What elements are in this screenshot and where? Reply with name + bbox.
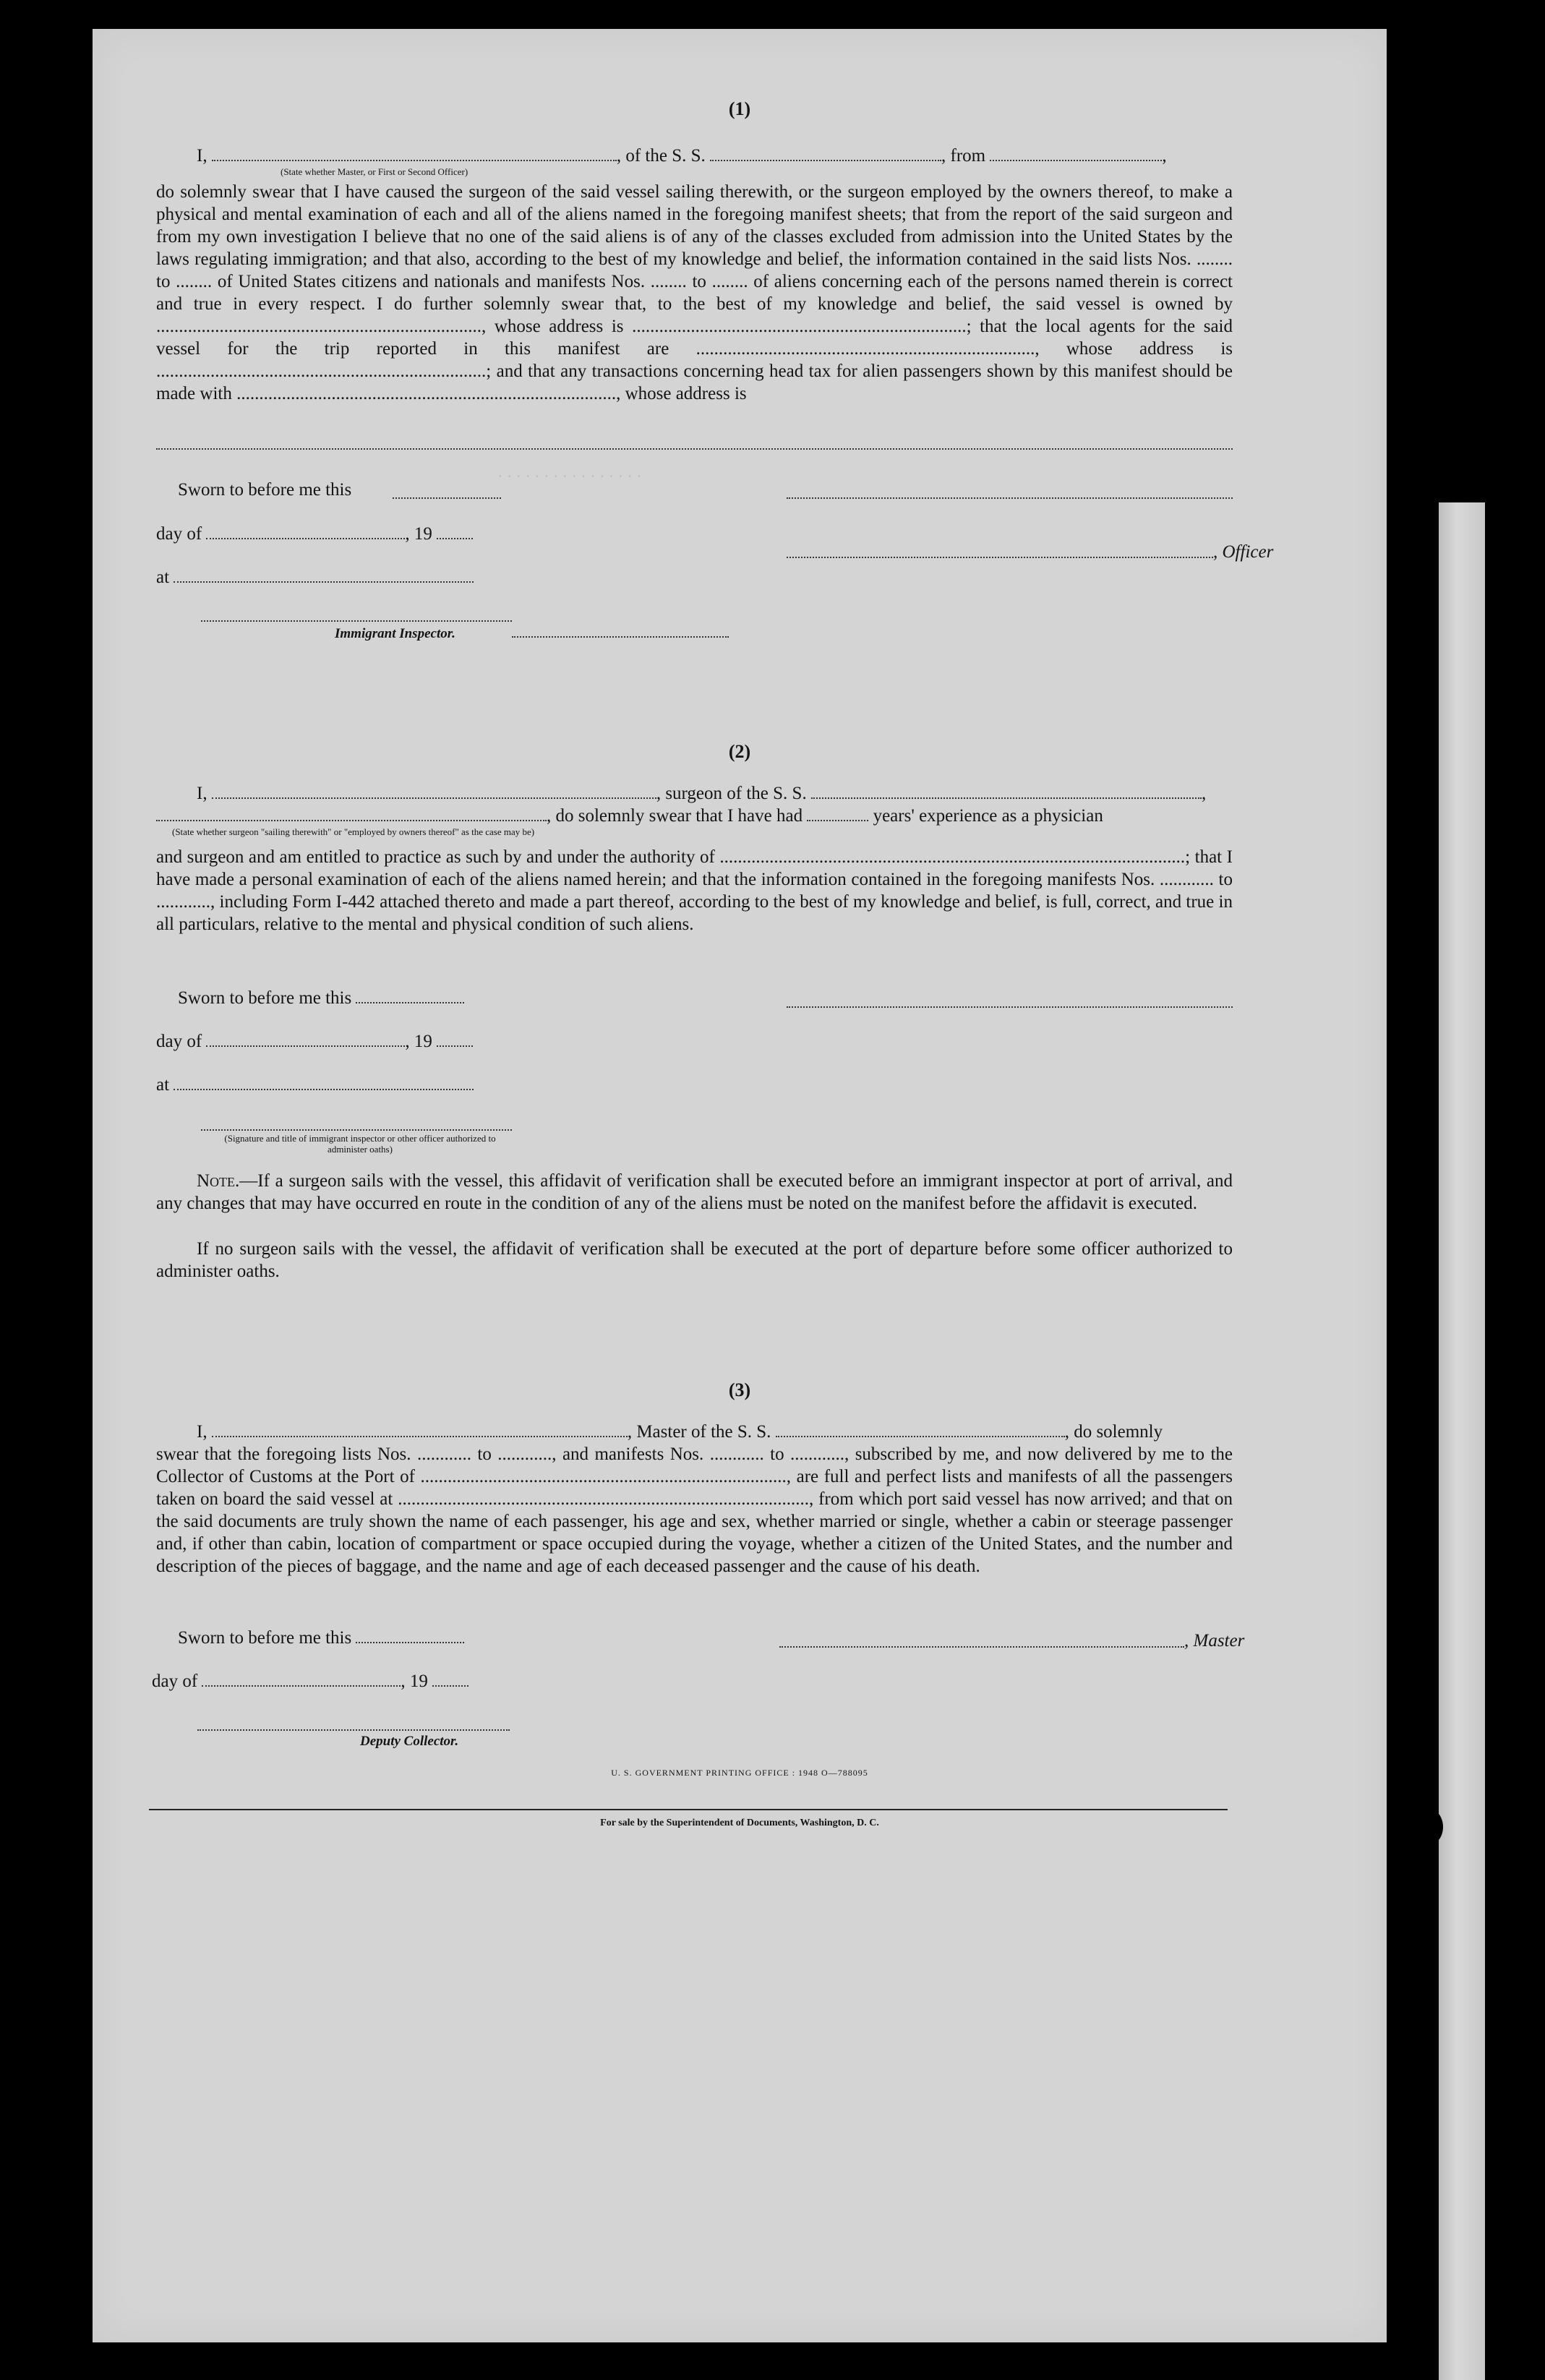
section-2-at: at [156,1074,1233,1096]
master-label: , Master [1184,1631,1245,1651]
section-3-number: (3) [728,1379,751,1400]
punch-hole [1410,228,1443,267]
section-2-paragraph: and surgeon and am entitled to practice as such by and under the authority of .......................................................................................................; that I have made a personal examination of each of the aliens named herein; and that the information contained in the foregoing manifests Nos. ............ to ............, including Form I-442 attached thereto and made a part thereof, according to the best of my knowledge and belief, is full, correct, and true in all particulars, relative to the mental and physical condition of such aliens. [156,847,1233,934]
section-2-number: (2) [728,741,751,762]
officer-signature-line [787,497,1233,499]
section-2-caption: (State whether surgeon "sailing therewith" or "employed by owners thereof" as the case may be) [172,826,535,837]
footer-rule [149,1809,1228,1810]
section-1-sworn: Sworn to before me this [178,480,352,500]
officer-label: , Officer [1213,542,1274,562]
punch-hole [1396,1024,1429,1063]
section-1-paragraph: do solemnly swear that I have caused the surgeon of the said vessel sailing therewith, or the surgeon employed by the owners thereof, to make a physical and mental examination of each and all of the aliens named in the foregoing manifest sheets; that from the report of the said surgeon and from my own investigation I believe that no one of the said aliens is of any of the classes excluded from admission into the United States by the laws regulating immigration; and that also, according to the best of my knowledge and belief, the information contained in the said lists Nos. ........ to ........ of United States citizens and nationals and manifests Nos. ........ to ........ of aliens concerning each of the persons named therein is correct and true in every respect. I do further solemnly swear that, to the best of my knowledge and belief, the said vessel is owned by ........................................................................, whose address is ..........................................................................; that the local agents for the said vessel for the trip reported in this manifest are ..........................................................................., whose address is .........................................................................; and that any transactions concerning head tax for alien passengers shown by this manifest should be made with ...................................................................................., whose address is [156,182,1233,403]
section-2-note-1: Note.—If a surgeon sails with the vessel, this affidavit of verification shall be executed before an immigrant inspector at port of arrival, and any changes that may have occurred en route in the condition of any of the aliens must be noted on the manifest before the affidavit is executed. [156,1171,1233,1213]
sworn-date-line [393,497,501,499]
edge-strip [1439,502,1485,2380]
punch-hole [1396,72,1432,129]
inspector-signature-line [201,620,512,622]
section-2-day-of: day of , 19 [156,1030,1233,1053]
surgeon-signature-line [787,1006,1233,1008]
punch-hole [1396,544,1432,600]
section-2-sworn: Sworn to before me this [156,987,1233,1009]
section-3-sworn: Sworn to before me this [156,1627,1233,1649]
printing-office-line: U. S. GOVERNMENT PRINTING OFFICE : 1948 O—788095 [611,1768,868,1778]
collector-signature-line [197,1729,510,1731]
punch-hole [1396,1460,1432,1517]
officer-line [787,557,1213,558]
section-1-number: (1) [728,98,751,119]
faint-bleed-text: · · · · · · · · · · · · · · · · [497,467,642,485]
punch-hole [1396,1938,1432,1994]
address-line [156,448,1233,450]
section-2-first-line: I, , surgeon of the S. S. , [197,784,1207,803]
section-3-first-line: I, , Master of the S. S. , do solemnly [197,1422,1163,1442]
punch-hole [1396,671,1432,727]
section-3-day-of: day of , 19 [152,1670,1228,1692]
section-1-day-of: day of , 19 [156,523,1233,545]
collector-label: Deputy Collector. [360,1734,459,1749]
punch-hole [1396,1343,1432,1400]
section-3-paragraph: swear that the foregoing lists Nos. ............ to ............, and manifests Nos. ............ to ............, subscribed by me, and now delivered by me to the Collector of Customs at the Port of ................................................................................., are full and perfect lists and manifests of all the passengers taken on board the said vessel at ..........................................................................................., from which port said vessel has now arrived; and that on the said documents are truly shown the name of each passenger, his age and sex, whether married or single, whether a cabin or steerage passenger and, if other than cabin, location of compartment or space occupied during the voyage, whether a citizen of the United States, and the number and description of the pieces of baggage, and the name and age of each deceased passenger and the cause of his death. [156,1444,1233,1576]
section-1-first-line: I, , of the S. S. , from , [197,146,1167,166]
section-2-note-2: If no surgeon sails with the vessel, the affidavit of verification shall be executed at the port of departure before some officer authorized to administer oaths. [156,1239,1233,1281]
sale-notice: For sale by the Superintendent of Documents, Washington, D. C. [600,1818,879,1828]
inspector-label: Immigrant Inspector. [335,626,455,641]
master-signature-line [779,1646,1184,1648]
document-page [93,29,1387,2342]
inspector-signature-line-2 [201,1129,512,1131]
section-2-signature-caption: (Signature and title of immigrant inspector or other officer authorized to administer oaths) [224,1133,496,1155]
faint-dotted-line [512,636,729,638]
section-1-at: at [156,566,1233,588]
section-2-second-line: , do solemnly swear that I have had years' experience as a physician [156,805,1233,827]
section-1-caption: (State whether Master, or First or Second Officer) [281,166,468,177]
punch-hole [1396,1833,1432,1890]
